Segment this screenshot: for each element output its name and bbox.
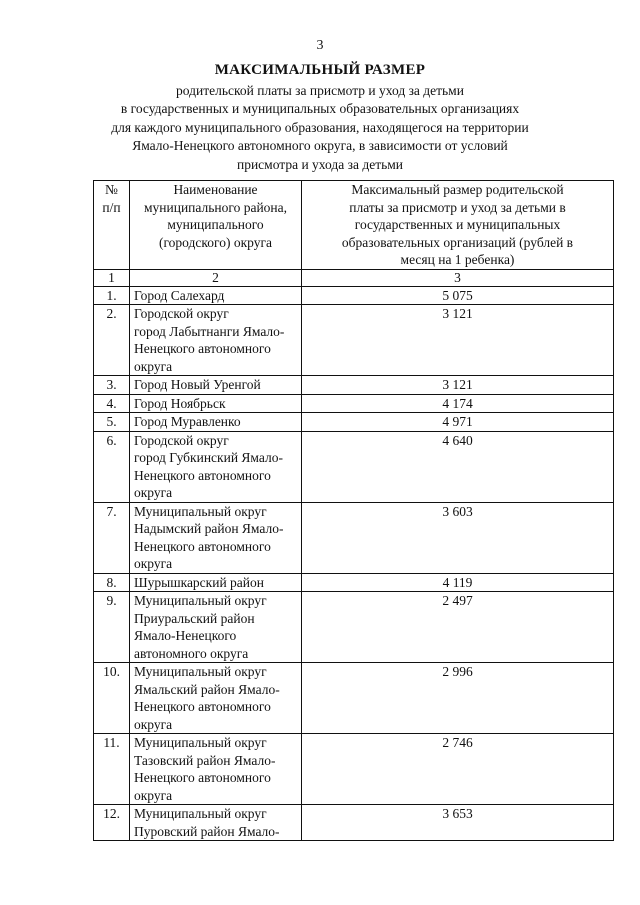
- table-row: [94, 573, 614, 592]
- municipality-name: [130, 413, 302, 432]
- row-number: 9.: [94, 592, 130, 663]
- max-fee-value: 2 996: [302, 663, 614, 734]
- max-fee-value: 2 497: [302, 592, 614, 663]
- table-row: [94, 286, 614, 305]
- municipality-name-line: Муниципальный округ: [134, 806, 267, 821]
- header-line: п/п: [102, 199, 121, 215]
- header-line: (городского) округа: [158, 234, 273, 250]
- subtitle-line: для каждого муниципального образования, находящегося на территории: [111, 119, 529, 135]
- municipality-name-line: Приуральский район: [134, 610, 255, 626]
- header-name: [130, 181, 302, 270]
- municipality-name-line: Ямальский район Ямало-: [134, 681, 280, 697]
- document-subtitle: [110, 82, 530, 174]
- subtitle-line: в государственных и муниципальных образовательных организациях: [120, 101, 520, 117]
- municipality-name: [130, 431, 302, 502]
- page-number: 3: [316, 38, 324, 53]
- max-fee-value: 3 653: [302, 805, 614, 841]
- table-row: [94, 592, 614, 663]
- table-row: [94, 734, 614, 805]
- header-value: [302, 181, 614, 270]
- table-row: [94, 394, 614, 413]
- row-number: 1.: [94, 286, 130, 305]
- municipality-name-line: Ненецкого автономного: [134, 538, 271, 554]
- row-number: 4.: [94, 394, 130, 413]
- municipality-name: [130, 805, 302, 841]
- municipality-name-line: Городской округ: [134, 432, 229, 448]
- table-row: [94, 502, 614, 573]
- header-line: месяц на 1 ребенка): [400, 252, 515, 267]
- header-line: образовательных организаций (рублей в: [341, 234, 574, 250]
- subtitle-line: Ямало-Ненецкого автономного округа, в зависимости от условий: [132, 138, 508, 154]
- max-fee-value: 4 119: [302, 573, 614, 592]
- municipality-name-line: Городской округ: [134, 306, 229, 321]
- municipality-name: [130, 663, 302, 734]
- max-fee-value: 5 075: [302, 286, 614, 305]
- max-fee-value: 3 121: [302, 376, 614, 395]
- municipality-name-line: автономного округа: [134, 645, 249, 661]
- subtitle-line: родительской платы за присмотр и уход за детьми: [176, 83, 464, 98]
- max-fee-value: 4 640: [302, 431, 614, 502]
- row-number: 12.: [94, 805, 130, 841]
- municipality-name-line: Пуровский район Ямало-: [134, 823, 280, 839]
- table-row: [94, 305, 614, 376]
- max-fee-value: 4 971: [302, 413, 614, 432]
- document-title: МАКСИМАЛЬНЫЙ РАЗМЕР: [214, 62, 426, 78]
- header-line: Наименование: [173, 182, 258, 197]
- municipality-name-line: Город Салехард: [134, 287, 225, 303]
- municipality-name: [130, 286, 302, 305]
- municipality-name-line: округа: [134, 556, 173, 571]
- municipality-name-line: Муниципальный округ: [134, 593, 267, 608]
- header-line: государственных и муниципальных: [354, 217, 561, 232]
- table-header-row: [94, 181, 614, 270]
- municipality-name-line: Шурышкарский район: [134, 574, 264, 590]
- row-number: 3.: [94, 376, 130, 395]
- header-line: муниципального района,: [143, 199, 288, 215]
- row-number: 5.: [94, 413, 130, 432]
- max-fee-value: 3 121: [302, 305, 614, 376]
- municipality-name-line: Ямало-Ненецкого: [134, 628, 237, 643]
- municipality-name-line: Город Муравленко: [134, 414, 241, 429]
- municipality-name-line: Надымский район Ямало-: [134, 521, 284, 536]
- table-row: [94, 431, 614, 502]
- municipality-name-line: округа: [134, 485, 173, 500]
- header-line: Максимальный размер родительской: [351, 182, 564, 197]
- municipality-name-line: город Лабытнанги Ямало-: [134, 323, 285, 339]
- column-number: 2: [130, 269, 302, 286]
- header-number: [94, 181, 130, 270]
- header-line: №: [105, 182, 118, 197]
- municipality-name: [130, 305, 302, 376]
- fee-table: [93, 180, 614, 841]
- municipality-name-line: Город Новый Уренгой: [134, 377, 261, 392]
- subtitle-line: присмотра и ухода за детьми: [236, 156, 404, 172]
- municipality-name-line: Муниципальный округ: [134, 503, 267, 519]
- municipality-name-line: Ненецкого автономного: [134, 341, 271, 356]
- municipality-name-line: Муниципальный округ: [134, 664, 267, 679]
- row-number: 8.: [94, 573, 130, 592]
- municipality-name-line: Ненецкого автономного: [134, 467, 271, 483]
- max-fee-value: 4 174: [302, 394, 614, 413]
- municipality-name: [130, 394, 302, 413]
- municipality-name-line: Муниципальный округ: [134, 735, 267, 750]
- municipality-name-line: Ненецкого автономного: [134, 699, 271, 714]
- header-line: платы за присмотр и уход за детьми в: [349, 199, 566, 215]
- table-row: [94, 805, 614, 841]
- municipality-name: [130, 502, 302, 573]
- table-row: [94, 376, 614, 395]
- municipality-name: [130, 592, 302, 663]
- municipality-name: [130, 573, 302, 592]
- row-number: 10.: [94, 663, 130, 734]
- municipality-name-line: округа: [134, 787, 173, 803]
- max-fee-value: 3 603: [302, 502, 614, 573]
- column-number: 1: [94, 269, 130, 286]
- municipality-name-line: округа: [134, 716, 173, 732]
- table-row: [94, 663, 614, 734]
- municipality-name-line: Город Ноябрьск: [134, 395, 226, 411]
- municipality-name-line: Ненецкого автономного: [134, 770, 271, 785]
- table-row: [94, 413, 614, 432]
- row-number: 2.: [94, 305, 130, 376]
- column-number: 3: [302, 269, 614, 286]
- row-number: 11.: [94, 734, 130, 805]
- column-number-row: [94, 269, 614, 286]
- municipality-name-line: город Губкинский Ямало-: [134, 450, 283, 465]
- row-number: 7.: [94, 502, 130, 573]
- municipality-name: [130, 734, 302, 805]
- max-fee-value: 2 746: [302, 734, 614, 805]
- municipality-name-line: Тазовский район Ямало-: [134, 752, 276, 768]
- row-number: 6.: [94, 431, 130, 502]
- municipality-name-line: округа: [134, 358, 173, 374]
- municipality-name: [130, 376, 302, 395]
- header-line: муниципального: [167, 217, 264, 232]
